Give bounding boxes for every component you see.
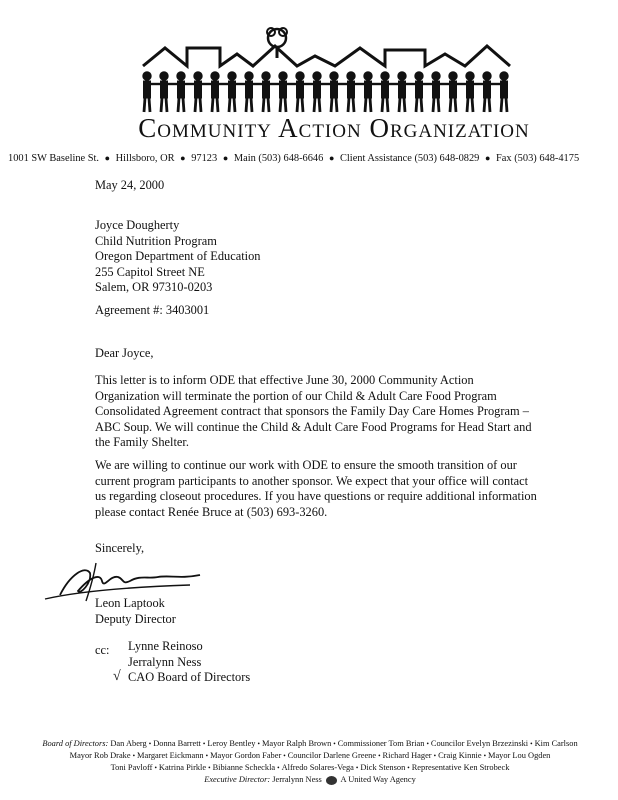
board-member: Commissioner Tom Brian: [337, 739, 425, 748]
board-member: Dan Aberg: [110, 739, 147, 748]
separator-bullet: •: [205, 752, 209, 760]
recipient-line: Salem, OR 97310-0203: [95, 280, 213, 294]
united-way-icon: [326, 776, 337, 785]
exec-name: Jerralynn Ness: [272, 775, 322, 784]
paragraph-line: This letter is to inform ODE that effective June 30, 2000 Community Action: [95, 373, 474, 387]
separator-bullet: •: [426, 740, 429, 748]
separator-bullet: •: [132, 752, 136, 760]
board-line-3: [10, 762, 610, 774]
board-member: Alfredo Solares-Vega: [281, 763, 354, 772]
separator-bullet: •: [208, 764, 211, 772]
recipient-block: [95, 218, 261, 296]
check-mark: √: [113, 669, 121, 684]
main-phone: Main (503) 648-6646: [233, 153, 324, 164]
board-member: Mayor Lou Ogden: [488, 751, 551, 760]
agreement-number: Agreement #: 3403001: [95, 303, 210, 317]
paragraph-line: ABC Soup. We will continue the Child & Adult Care Food Programs for Head Start and: [95, 419, 532, 434]
board-member: Katrina Pirkle: [158, 763, 207, 772]
separator-bullet: •: [378, 752, 381, 760]
recipient-line: Joyce Dougherty: [95, 218, 180, 232]
board-line-2: [10, 750, 610, 762]
board-member: Councilor Darlene Greene: [287, 751, 377, 760]
board-member: Mayor Gordon Faber: [210, 751, 282, 760]
separator-bullet: •: [257, 740, 260, 748]
board-member: Mayor Ralph Brown: [261, 739, 332, 748]
board-member: Representative Ken Strobeck: [411, 763, 510, 772]
body-paragraph-1: [95, 373, 535, 451]
board-member: Mayor Rob Drake: [69, 751, 131, 760]
cc-label: cc:: [95, 643, 110, 657]
letter-date: May 24, 2000: [95, 178, 165, 192]
street-address: 1001 SW Baseline St.: [8, 153, 100, 164]
signer-name: Leon Laptook: [95, 596, 165, 610]
separator-bullet: •: [433, 752, 437, 760]
separator-bullet: •: [355, 764, 359, 772]
client-phone: Client Assistance (503) 648-0829: [339, 153, 480, 164]
board-line-1: [10, 738, 610, 750]
board-member: Toni Pavloff: [110, 763, 153, 772]
separator-bullet: •: [407, 764, 410, 772]
board-member: Margaret Eickmann: [137, 751, 204, 760]
fax: Fax (503) 648-4175: [496, 153, 580, 164]
paragraph-line: We are willing to continue our work with ODE to ensure the smooth transition of our: [95, 458, 517, 472]
board-member: Donna Barrett: [153, 739, 201, 748]
board-members: [110, 739, 577, 748]
paragraph-line: Consolidated Agreement contract that sponsors the Family Day Care Homes Program –: [95, 404, 529, 418]
cc-recipient: Jerralynn Ness: [128, 654, 202, 669]
board-of-directors-footer: [10, 738, 610, 786]
recipient-line: Oregon Department of Education: [95, 249, 261, 263]
paragraph-line: please contact Renée Bruce at (503) 693-3260.: [95, 504, 328, 519]
separator-bullet: •: [530, 740, 533, 748]
board-member: Bibianne Scheckla: [212, 763, 276, 772]
paragraph-line: current program participants to another sponsor. We expect that your office will contact: [95, 473, 529, 488]
closing: Sincerely,: [95, 541, 145, 555]
board-member: Kim Carlson: [534, 739, 578, 748]
executive-line: [10, 774, 610, 786]
separator-bullet: •: [148, 740, 152, 748]
exec-label: Executive Director:: [204, 775, 271, 784]
separator-bullet: •: [154, 764, 157, 772]
organization-name: Community Action Organization: [138, 113, 530, 143]
board-member: Councilor Evelyn Brzezinski: [430, 739, 529, 748]
signer-block: [95, 596, 176, 627]
recipient-line: 255 Capitol Street NE: [95, 264, 205, 279]
board-member: Leroy Bentley: [207, 739, 256, 748]
salutation: Dear Joyce,: [95, 346, 154, 360]
people-chain-icon: [143, 72, 508, 112]
board-member: Dick Stenson: [360, 763, 406, 772]
board-member: Craig Kinnie: [438, 751, 482, 760]
agency-label: A United Way Agency: [340, 775, 416, 784]
cc-list: [128, 639, 250, 686]
city: Hillsboro, OR: [115, 153, 175, 164]
separator-bullet: •: [483, 752, 487, 760]
paragraph-line: us regarding closeout procedures. If you have questions or require additional information: [95, 489, 537, 503]
cc-recipient: Lynne Reinoso: [128, 639, 203, 653]
signer-title: Deputy Director: [95, 611, 176, 626]
separator-bullet: •: [277, 764, 280, 772]
cc-recipient: CAO Board of Directors: [128, 670, 251, 684]
letterhead-address-line: 1001 SW Baseline St. ● Hillsboro, OR ● 97123 ● Main (503) 648-6646 ● Client Assistance (503) 648-0829 ● Fax (503) 648-4175: [8, 153, 580, 164]
board-member: Richard Hager: [382, 751, 432, 760]
separator-bullet: •: [333, 740, 336, 748]
paragraph-line: the Family Shelter.: [95, 435, 189, 449]
zip: 97123: [191, 153, 218, 164]
board-label: Board of Directors:: [42, 739, 109, 748]
separator-bullet: •: [283, 752, 286, 760]
body-paragraph-2: [95, 458, 545, 520]
paragraph-line: Organization will terminate the portion of our Child & Adult Care Food Program: [95, 388, 497, 403]
separator-bullet: •: [202, 740, 206, 748]
recipient-line: Child Nutrition Program: [95, 233, 217, 248]
